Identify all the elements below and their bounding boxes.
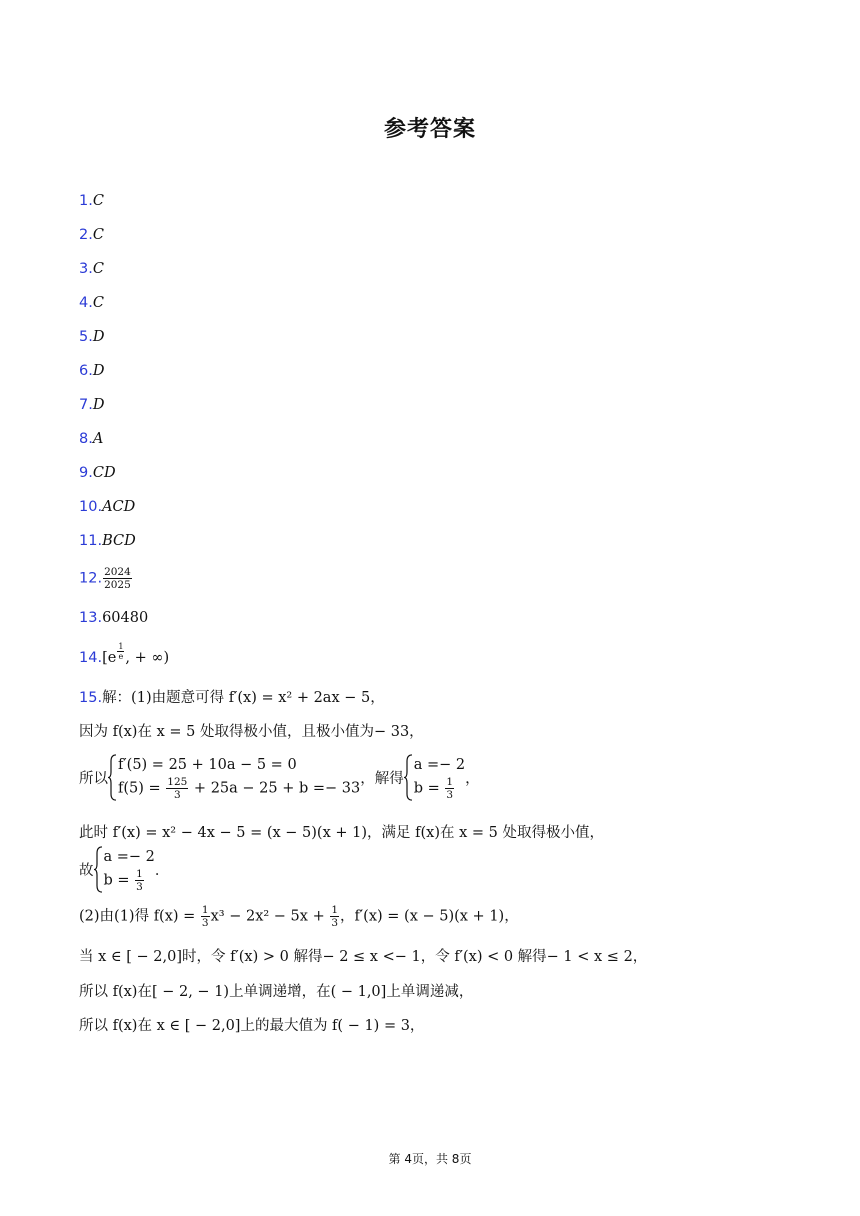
answer-item: 3.C xyxy=(79,261,104,277)
solution-line: 因为 f(x)在 x = 5 处取得极小值，且极小值为− 33， xyxy=(79,724,424,740)
solution-line: 当 x ∈ [ − 2,0]时，令 f′(x) > 0 解得− 2 ≤ x <− 1，令 f′(x) < 0 解得− 1 < x ≤ 2， xyxy=(79,949,648,965)
solution-line: 15.解：(1)由题意可得 f′(x) = x² + 2ax − 5， xyxy=(79,690,385,706)
answer-item: 7.D xyxy=(79,397,105,413)
answer-item: 10.ACD xyxy=(79,499,136,515)
left-brace-icon xyxy=(94,846,103,893)
answer-item: 8.A xyxy=(79,431,104,447)
answer-item: 11.BCD xyxy=(79,533,136,549)
answer-item: 4.C xyxy=(79,295,104,311)
page-title: 参考答案 xyxy=(383,117,476,142)
answer-item: 5.D xyxy=(79,329,105,345)
solution-line-system: 所以 f′(5) = 25 + 10a − 5 = 0 f(5) = $\frac{125}{3}$ + 25a − 25 + b =− 33 ，解得 a =− 2 b = $\frac{1}{3}$ ， xyxy=(79,754,480,801)
answer-item: 13.60480 xyxy=(79,610,149,626)
solution-line: 所以 f(x)在 x ∈ [ − 2,0]上的最大值为 f( − 1) = 3， xyxy=(79,1018,425,1034)
answer-item: 12. $\frac{2024}{2025}$ xyxy=(79,566,131,591)
left-brace-icon xyxy=(108,754,117,801)
answer-item: 6.D xyxy=(79,363,105,379)
left-brace-icon xyxy=(404,754,413,801)
solution-line: 所以 f(x)在[ − 2, − 1)上单调递增，在( − 1,0]上单调递减， xyxy=(79,984,474,1000)
answer-item: 2.C xyxy=(79,227,104,243)
solution-line: 此时 f′(x) = x² − 4x − 5 = (x − 5)(x + 1)，满足 f(x)在 x = 5 处取得极小值， xyxy=(79,825,604,841)
answer-item: 14.[e $\frac{1}{e}$ , + ∞) xyxy=(79,642,170,666)
solution-line-system: 故 a =− 2 b = $\frac{1}{3}$ ． xyxy=(79,846,169,893)
answer-item: 1.C xyxy=(79,193,104,209)
solution-line: (2)由(1)得 f(x) = $\frac{1}{3}$ x³ − 2x² − 5x + $\frac{1}{3}$ ，f′(x) = (x − 5)(x + 1)， xyxy=(79,904,519,929)
answer-item: 9.CD xyxy=(79,465,116,481)
page-footer: 第 4页，共 8页 xyxy=(388,1152,472,1166)
